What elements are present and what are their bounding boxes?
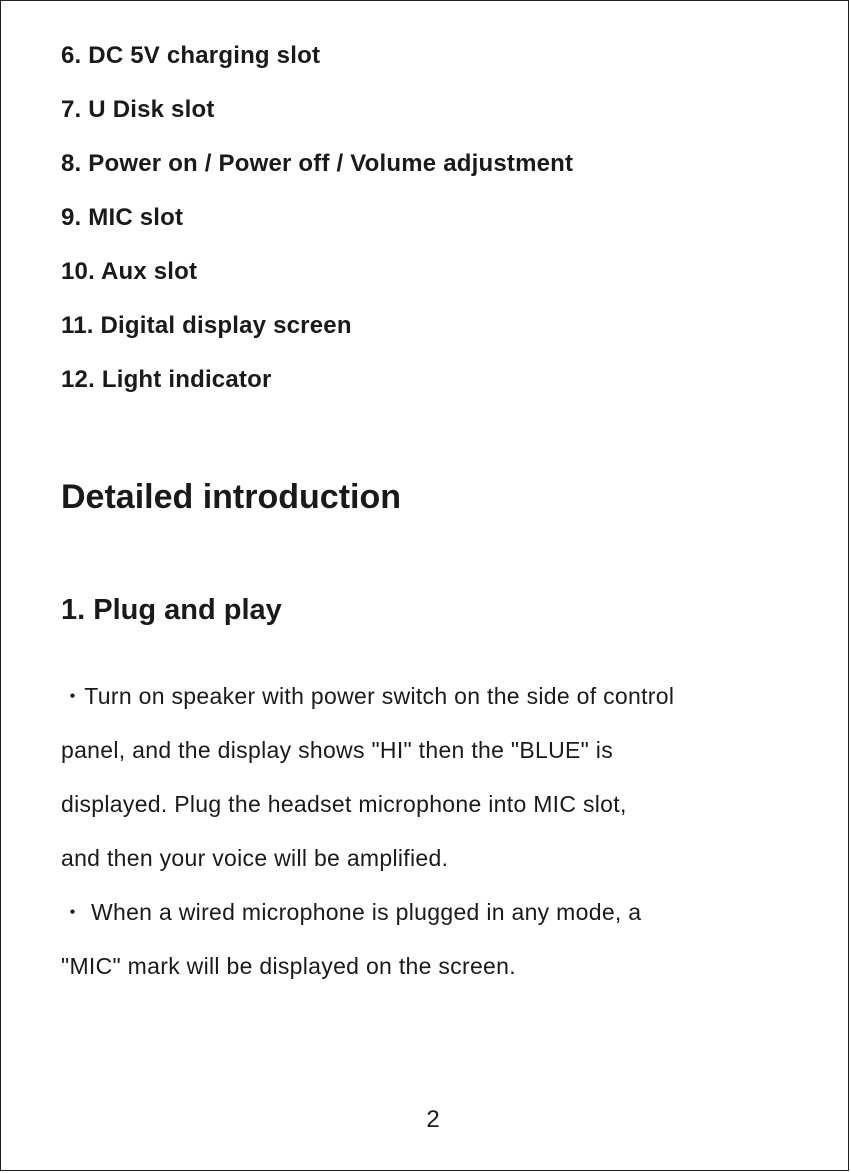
- body-line: and then your voice will be amplified.: [61, 845, 449, 871]
- item-label: U Disk slot: [88, 96, 215, 123]
- item-label: Aux slot: [100, 258, 198, 285]
- body-line: displayed. Plug the headset microphone into MIC slot,: [61, 791, 627, 817]
- item-label: Digital display screen: [100, 312, 352, 339]
- body-line: "MIC" mark will be displayed on the screen.: [61, 953, 516, 979]
- item-number: 6.: [61, 42, 82, 69]
- list-item: [61, 38, 573, 92]
- section-title: Detailed introduction: [61, 478, 401, 516]
- page-number: 2: [426, 1106, 440, 1133]
- body-line: ・Turn on speaker with power switch on the side of control: [61, 683, 675, 709]
- item-number: 11.: [61, 312, 94, 339]
- list-item: [61, 362, 573, 416]
- list-item: [61, 92, 573, 146]
- item-number: 7.: [61, 96, 82, 123]
- item-label: DC 5V charging slot: [88, 42, 321, 69]
- list-item: [61, 200, 573, 254]
- list-item: [61, 254, 573, 308]
- item-label: Light indicator: [101, 366, 272, 393]
- item-number: 12.: [61, 366, 95, 393]
- item-label: Power on / Power off / Volume adjustment: [88, 150, 574, 177]
- body-line: panel, and the display shows "HI" then the "BLUE" is: [61, 737, 614, 763]
- list-item: [61, 146, 573, 200]
- body-line: ・ When a wired microphone is plugged in any mode, a: [61, 899, 642, 925]
- item-number: 10.: [61, 258, 95, 285]
- item-number: 8.: [61, 150, 82, 177]
- body-paragraph: [61, 676, 801, 1000]
- item-number: 9.: [61, 204, 82, 231]
- item-label: MIC slot: [88, 204, 184, 231]
- subsection-title: 1. Plug and play: [61, 594, 282, 626]
- parts-list: [61, 38, 573, 416]
- list-item: [61, 308, 573, 362]
